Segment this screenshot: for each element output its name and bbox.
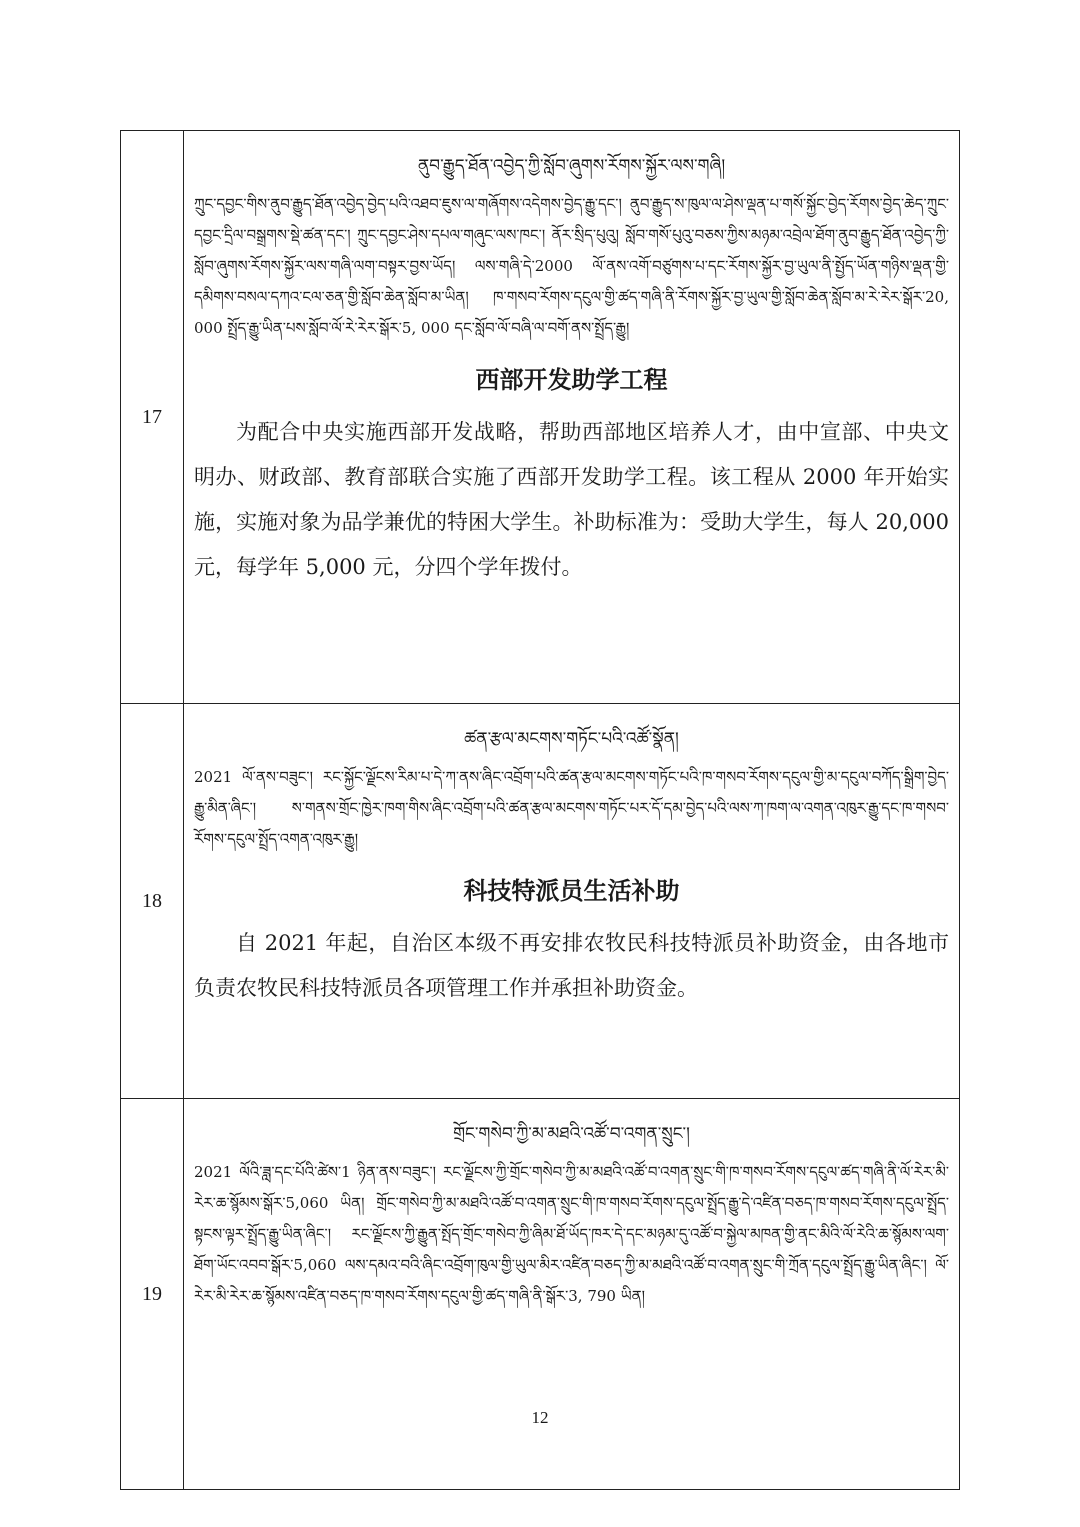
row-number: 19 <box>121 1099 184 1490</box>
table-row <box>121 704 960 1099</box>
tibetan-title: ཚན་རྩལ་མངགས་གཏོང་པའི་འཚོ་སྣོན། <box>464 729 679 749</box>
chinese-body: 自 2021 年起，自治区本级不再安排农牧民科技特派员补助资金，由各地市负责农牧民科技特派员各项管理工作并承担补助资金。 <box>194 931 949 1000</box>
page-number: 12 <box>531 1408 549 1427</box>
tibetan-title: གྲོང་གསེབ་ཀྱི་མ་མཐའི་འཚོ་བ་འགན་སྲུང་། <box>453 1124 690 1144</box>
table-row <box>121 1099 960 1490</box>
row-content <box>184 131 960 704</box>
tibetan-body: 2021 ལོ་ནས་བཟུང་། རང་སྐྱོང་ལྗོངས་རིམ་པ་དེ་ཀ་ནས་ཞིང་འབྲོག་པའི་ཚན་རྩལ་མངགས་གཏོང་པའི་ཁ་གསབ་རོགས་དངུལ་གྱི་མ་དངུལ་བཀོད་སྒྲིག་བྱེད་རྒྱུ་མིན་ཞིང་། ས་གནས་གྲོང་ཁྱེར་ཁག་གིས་ཞིང་འབྲོག་པའི་ཚན་རྩལ་མངགས་གཏོང་པར་དོ་དམ་བྱེད་པའི་ལས་ཀ་ཁག་ལ་འགན་འཁུར་རྒྱུ་དང་ཁ་གསབ་རོགས་དངུལ་སྤྲོད་འགན་འཁུར་རྒྱུ། <box>194 768 949 848</box>
chinese-title: 西部开发助学工程 <box>475 366 668 394</box>
tibetan-body: ཀྲུང་དབྱང་གིས་ནུབ་རྒྱུད་ཐོན་འབྱེད་བྱེད་པའི་འཐབ་ཇུས་ལ་གཞོགས་འདེགས་བྱེད་རྒྱུ་དང་། ནུབ་རྒྱུད་ས་ཁུལ་ལ་ཤེས་ལྡན་པ་གསོ་སྐྱོང་བྱེད་རོགས་བྱེད་ཆེད་ཀྲུང་དབྱང་དྲིལ་བསྒྲགས་སྡེ་ཚན་དང་། ཀྲུང་དབྱང་ཤེས་དཔལ་གཞུང་ལས་ཁང་། ནོར་སྲིད་པུའུ། སློབ་གསོ་པུའུ་བཅས་ཀྱིས་མཉམ་འབྲེལ་ཐོག་ནུབ་རྒྱུད་ཐོན་འབྱེད་ཀྱི་སློབ་ཞུགས་རོགས་སྐྱོར་ལས་གཞི་ལག་བསྟར་བྱས་ཡོད། ལས་གཞི་དེ་2000 ལོ་ནས་འགོ་བཙུགས་པ་དང་རོགས་སྐྱོར་བྱ་ཡུལ་ནི་སྤྱོད་ཡོན་གཉིས་ལྡན་གྱི་དམིགས་བསལ་དཀའ་ངལ་ཅན་གྱི་སློབ་ཆེན་སློབ་མ་ཡིན། ཁ་གསབ་རོགས་དངུལ་གྱི་ཚད་གཞི་ནི་རོགས་སྐྱོར་བྱ་ཡུལ་གྱི་སློབ་ཆེན་སློབ་མ་རེ་རེར་སྒོར་20, 000 སྤྲོད་རྒྱུ་ཡིན་པས་སློབ་ལོ་རེ་རེར་སྒོར་5, 000 དང་སློབ་ལོ་བཞི་ལ་བགོ་ནས་སྤྲོད་རྒྱུ། <box>194 195 949 337</box>
chinese-title: 科技特派员生活补助 <box>463 877 680 905</box>
row-content <box>184 704 960 1099</box>
tibetan-body: 2021 ལོའི་ཟླ་དང་པོའི་ཚེས་1 ཉིན་ནས་བཟུང་། རང་ལྗོངས་ཀྱི་གྲོང་གསེབ་ཀྱི་མ་མཐའི་འཚོ་བ་འགན་སྲུང་གི་ཁ་གསབ་རོགས་དངུལ་ཚད་གཞི་ནི་ལོ་རེར་མི་རེར་ཆ་སྙོམས་སྒོར་5,060 ཡིན། གྲོང་གསེབ་ཀྱི་མ་མཐའི་འཚོ་བ་འགན་སྲུང་གི་ཁ་གསབ་རོགས་དངུལ་སྤྲོད་རྒྱུ་དེ་འཛིན་བཅད་ཁ་གསབ་རོགས་དངུལ་སྤྲོད་སྟངས་ལྟར་སྤྲོད་རྒྱུ་ཡིན་ཞིང་། རང་ལྗོངས་ཀྱི་རྒྱུན་སྤོད་གྲོང་གསེབ་ཀྱི་ཞིམ་ཐོ་ཡོད་ཁར་དེ་དང་མཉམ་དུ་འཚོ་བ་སྐྱེལ་མཁན་གྱི་ནང་མིའི་ལོ་རེའི་ཆ་སྙོམས་ལག་ཐོག་ཡོང་འབབ་སྒོར་5,060 ལས་དམའ་བའི་ཞིང་འབྲོག་ཁུལ་གྱི་ཡུལ་མིར་འཛིན་བཅད་ཀྱི་མ་མཐའི་འཚོ་བ་འགན་སྲུང་གི་ཀྲོན་དངུལ་སྤྲོད་རྒྱུ་ཡིན་ཞིང་། ལོ་རེར་མི་རེར་ཆ་སྙོམས་འཛིན་བཅད་ཁ་གསབ་རོགས་དངུལ་གྱི་ཚད་གཞི་ནི་སྒོར་3, 790 ཡིན། <box>194 1163 949 1305</box>
chinese-body: 为配合中央实施西部开发战略，帮助西部地区培养人才，由中宣部、中央文明办、财政部、教育部联合实施了西部开发助学工程。该工程从 2000 年开始实施，实施对象为品学兼优的特困大学生。补助标准为：受助大学生，每人 20,000 元，每学年 5,000 元，分四个学年拨付。 <box>194 420 949 579</box>
row-number: 18 <box>121 704 184 1099</box>
policy-table <box>120 130 960 1490</box>
row-number: 17 <box>121 131 184 704</box>
table-row <box>121 131 960 704</box>
row-content <box>184 1099 960 1490</box>
tibetan-title: ནུབ་རྒྱུད་ཐོན་འབྱེད་ཀྱི་སློབ་ཞུགས་རོགས་སྐྱོར་ལས་གཞི། <box>417 156 726 176</box>
